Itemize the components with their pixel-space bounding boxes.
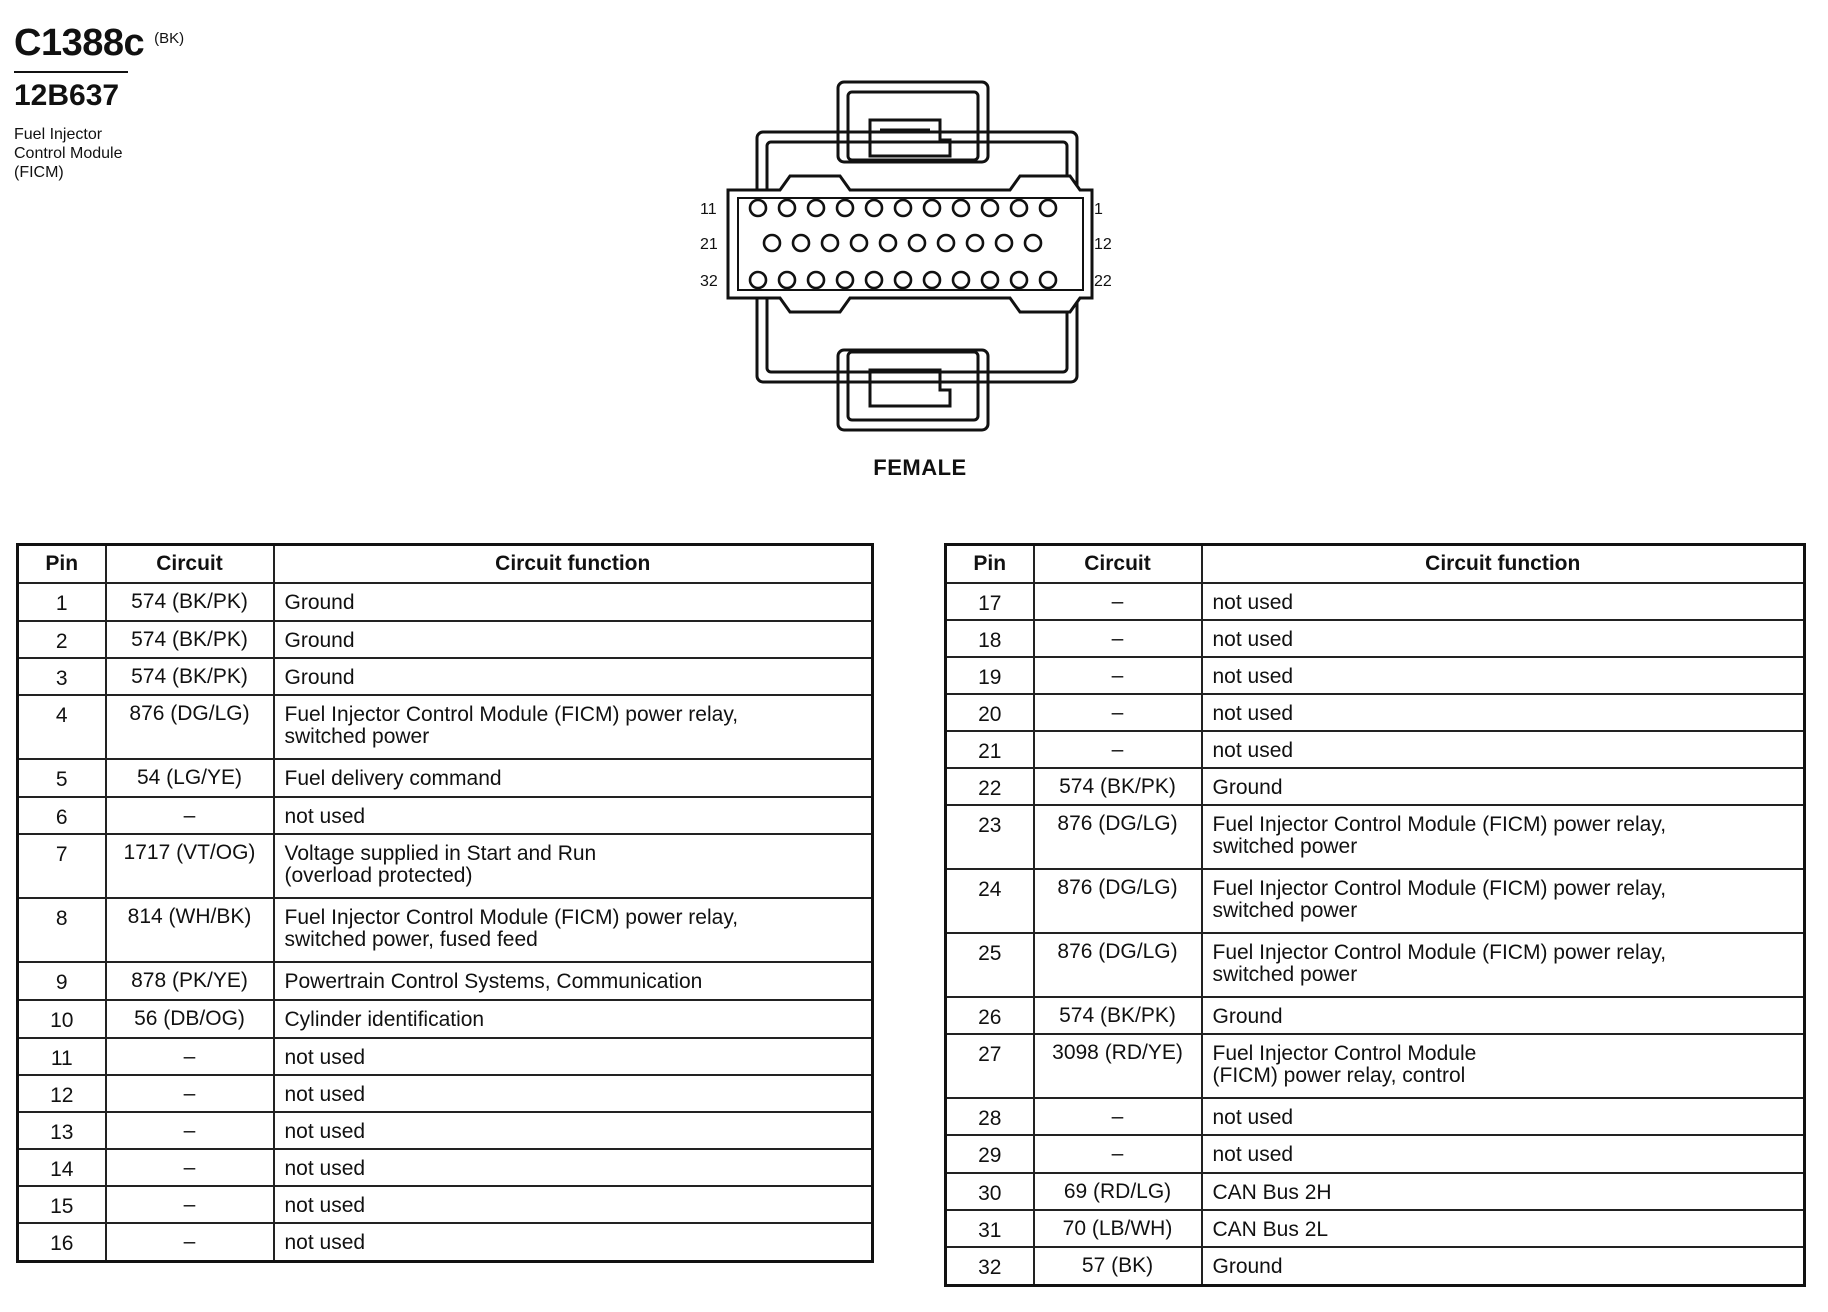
pin-number: 32 (946, 1247, 1034, 1285)
circuit-number: – (106, 1038, 274, 1075)
pin-number: 22 (946, 768, 1034, 805)
table-header-row (18, 545, 873, 584)
table-header-row (946, 545, 1805, 584)
circuit-function: not used (274, 1038, 873, 1075)
circuit-function: not used (274, 1186, 873, 1223)
pin-row (18, 1112, 873, 1149)
pin-row (946, 657, 1805, 694)
pin-number: 25 (946, 933, 1034, 997)
column-header-circuit: Circuit (106, 545, 274, 584)
circuit-number: 876 (DG/LG) (1034, 933, 1202, 997)
circuit-function: Fuel Injector Control Module (FICM) power relay, switched power (1202, 933, 1805, 997)
pin-row (946, 805, 1805, 869)
circuit-function: Ground (1202, 997, 1805, 1034)
pin-row (18, 1000, 873, 1038)
circuit-number: – (1034, 1098, 1202, 1135)
title-underline (14, 71, 128, 73)
circuit-number: – (106, 1186, 274, 1223)
circuit-function: Ground (274, 583, 873, 621)
circuit-function: Ground (274, 658, 873, 695)
column-header-pin: Pin (18, 545, 106, 584)
pin-row (18, 1186, 873, 1223)
pin-number: 1 (18, 583, 106, 621)
pin-number: 6 (18, 797, 106, 834)
pin-number: 18 (946, 620, 1034, 657)
pin-row (946, 694, 1805, 731)
part-number: 12B637 (14, 79, 120, 112)
pin-number: 17 (946, 583, 1034, 620)
circuit-function: CAN Bus 2L (1202, 1210, 1805, 1247)
pin-number: 14 (18, 1149, 106, 1186)
circuit-number: 574 (BK/PK) (1034, 997, 1202, 1034)
circuit-number: 574 (BK/PK) (1034, 768, 1202, 805)
circuit-number: 574 (BK/PK) (106, 621, 274, 658)
circuit-function: not used (1202, 583, 1805, 620)
circuit-number: 574 (BK/PK) (106, 583, 274, 621)
pin-number: 13 (18, 1112, 106, 1149)
pin-number: 11 (18, 1038, 106, 1075)
module-description: Fuel Injector Control Module (FICM) (14, 126, 123, 181)
pin-row (18, 1223, 873, 1261)
pin-number: 5 (18, 759, 106, 797)
column-header-circuit: Circuit (1034, 545, 1202, 584)
circuit-function: Cylinder identification (274, 1000, 873, 1038)
circuit-number: 876 (DG/LG) (106, 695, 274, 759)
circuit-number: – (1034, 694, 1202, 731)
circuit-function: Ground (1202, 768, 1805, 805)
row-label-right: 1 (1094, 201, 1103, 218)
circuit-function: Ground (274, 621, 873, 658)
circuit-number: – (1034, 620, 1202, 657)
pin-row (946, 997, 1805, 1034)
circuit-function: Powertrain Control Systems, Communication (274, 962, 873, 1000)
pin-row (18, 1038, 873, 1075)
circuit-number: – (1034, 583, 1202, 620)
circuit-function: not used (1202, 731, 1805, 768)
pin-row (946, 869, 1805, 933)
circuit-number: 56 (DB/OG) (106, 1000, 274, 1038)
connector-header (14, 22, 184, 182)
pin-row (18, 898, 873, 962)
pin-number: 27 (946, 1034, 1034, 1098)
pin-row (18, 695, 873, 759)
pin-row (18, 1149, 873, 1186)
circuit-function: CAN Bus 2H (1202, 1173, 1805, 1210)
pin-row (946, 1173, 1805, 1210)
circuit-number: – (1034, 731, 1202, 768)
circuit-number: – (1034, 1135, 1202, 1173)
circuit-function: Fuel Injector Control Module (FICM) power relay, switched power (1202, 869, 1805, 933)
pin-number: 8 (18, 898, 106, 962)
pin-table-right (944, 543, 1806, 1287)
circuit-function: Fuel Injector Control Module (FICM) power relay, switched power, fused feed (274, 898, 873, 962)
circuit-number: 1717 (VT/OG) (106, 834, 274, 898)
pin-number: 23 (946, 805, 1034, 869)
column-header-function: Circuit function (274, 545, 873, 584)
circuit-function: not used (274, 1223, 873, 1261)
pin-row (18, 797, 873, 834)
row-label-left: 11 (700, 201, 717, 218)
row-label-right: 12 (1094, 236, 1112, 253)
circuit-function: not used (274, 1112, 873, 1149)
circuit-number: 814 (WH/BK) (106, 898, 274, 962)
pin-number: 21 (946, 731, 1034, 768)
circuit-function: not used (1202, 657, 1805, 694)
circuit-number: 3098 (RD/YE) (1034, 1034, 1202, 1098)
circuit-function: not used (274, 1149, 873, 1186)
circuit-function: not used (1202, 1135, 1805, 1173)
circuit-number: – (106, 1075, 274, 1112)
pin-number: 10 (18, 1000, 106, 1038)
pin-row (18, 1075, 873, 1112)
pin-number: 9 (18, 962, 106, 1000)
pin-row (946, 1034, 1805, 1098)
pin-number: 16 (18, 1223, 106, 1261)
connector-face-diagram (680, 70, 1160, 440)
pin-number: 2 (18, 621, 106, 658)
circuit-function: not used (1202, 694, 1805, 731)
circuit-number: 876 (DG/LG) (1034, 805, 1202, 869)
pin-number: 15 (18, 1186, 106, 1223)
circuit-number: 69 (RD/LG) (1034, 1173, 1202, 1210)
pin-row (18, 621, 873, 658)
circuit-number: 574 (BK/PK) (106, 658, 274, 695)
circuit-number: – (106, 1223, 274, 1261)
circuit-function: not used (274, 797, 873, 834)
circuit-number: 878 (PK/YE) (106, 962, 274, 1000)
circuit-number: 70 (LB/WH) (1034, 1210, 1202, 1247)
connector-color: (BK) (154, 30, 185, 47)
circuit-function: not used (1202, 620, 1805, 657)
connector-id: C1388c (14, 22, 145, 64)
column-header-pin: Pin (946, 545, 1034, 584)
pin-row (946, 933, 1805, 997)
circuit-number: – (1034, 657, 1202, 694)
pin-row (946, 731, 1805, 768)
top-latch (838, 82, 988, 162)
circuit-number: – (106, 1149, 274, 1186)
pin-row (18, 658, 873, 695)
pin-table-left (16, 543, 874, 1263)
circuit-function: Fuel Injector Control Module (FICM) power relay, control (1202, 1034, 1805, 1098)
pin-number: 4 (18, 695, 106, 759)
pin-number: 12 (18, 1075, 106, 1112)
pin-number: 19 (946, 657, 1034, 694)
row-label-left: 32 (700, 273, 718, 290)
circuit-function: Fuel Injector Control Module (FICM) power relay, switched power (274, 695, 873, 759)
circuit-function: Fuel Injector Control Module (FICM) power relay, switched power (1202, 805, 1805, 869)
pin-number: 20 (946, 694, 1034, 731)
pin-number: 24 (946, 869, 1034, 933)
circuit-function: Ground (1202, 1247, 1805, 1285)
pin-row (946, 1135, 1805, 1173)
connector-gender-label: FEMALE (873, 455, 967, 480)
pin-row (946, 583, 1805, 620)
pin-number: 28 (946, 1098, 1034, 1135)
bottom-latch (838, 350, 988, 430)
pin-number: 29 (946, 1135, 1034, 1173)
circuit-number: – (106, 797, 274, 834)
circuit-function: Fuel delivery command (274, 759, 873, 797)
circuit-function: not used (274, 1075, 873, 1112)
circuit-number: 57 (BK) (1034, 1247, 1202, 1285)
pin-number: 31 (946, 1210, 1034, 1247)
pin-row (18, 962, 873, 1000)
connector-title (14, 22, 184, 65)
column-header-function: Circuit function (1202, 545, 1805, 584)
pin-row (946, 768, 1805, 805)
pin-row (946, 1247, 1805, 1285)
circuit-number: 876 (DG/LG) (1034, 869, 1202, 933)
pin-number: 7 (18, 834, 106, 898)
circuit-number: 54 (LG/YE) (106, 759, 274, 797)
pin-row (946, 620, 1805, 657)
pin-number: 30 (946, 1173, 1034, 1210)
circuit-number: – (106, 1112, 274, 1149)
pin-number: 3 (18, 658, 106, 695)
pin-row (18, 583, 873, 621)
pin-row (946, 1210, 1805, 1247)
circuit-function: Voltage supplied in Start and Run (overload protected) (274, 834, 873, 898)
pin-row (946, 1098, 1805, 1135)
pin-row (18, 834, 873, 898)
row-label-left: 21 (700, 236, 718, 253)
pin-number: 26 (946, 997, 1034, 1034)
circuit-function: not used (1202, 1098, 1805, 1135)
row-label-right: 22 (1094, 273, 1112, 290)
pin-row (18, 759, 873, 797)
